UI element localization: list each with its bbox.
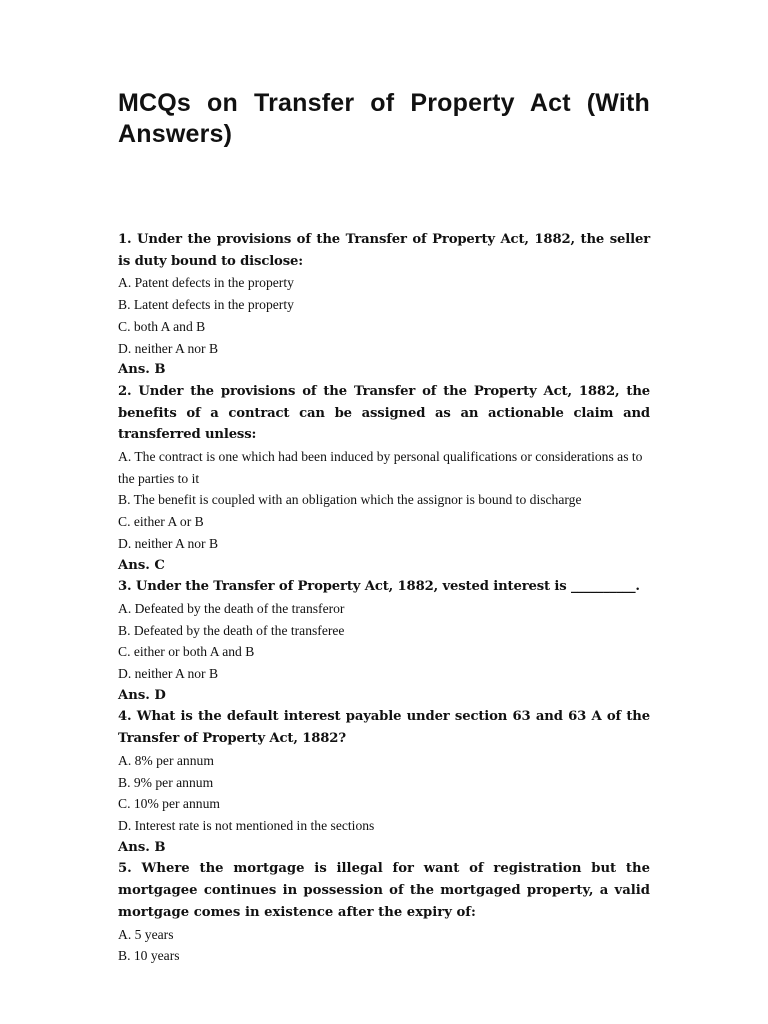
question-2 [118, 381, 650, 576]
option-b: B. Latent defects in the property [118, 297, 294, 313]
answer: Ans. B [118, 362, 166, 378]
question-list [118, 229, 650, 967]
option-c: C. both A and B [118, 318, 206, 334]
option-a: A. Defeated by the death of the transferor [118, 600, 345, 616]
question-text: 5. Where the mortgage is illegal for want of registration but the mortgagee continues in possession of the mortgaged property, a valid mortgage comes in existence after the expiry of: [118, 861, 650, 920]
option-b: B. 10 years [118, 948, 180, 964]
answer: Ans. C [118, 557, 165, 573]
question-text: 1. Under the provisions of the Transfer of Property Act, 1882, the seller is duty bound to disclose: [118, 232, 650, 269]
answer: Ans. B [118, 839, 166, 855]
document-page [118, 88, 650, 967]
question-text: 3. Under the Transfer of Property Act, 1882, vested interest is __________. [118, 579, 640, 595]
option-d: D. Interest rate is not mentioned in the sections [118, 817, 375, 833]
option-d: D. neither A nor B [118, 666, 219, 682]
option-a: A. 8% per annum [118, 752, 214, 768]
question-5 [118, 858, 650, 967]
option-b: B. The benefit is coupled with an obligation which the assignor is bound to discharge [118, 492, 582, 508]
question-1 [118, 229, 650, 381]
option-b: B. 9% per annum [118, 774, 214, 790]
question-3 [118, 576, 650, 706]
answer: Ans. D [118, 687, 166, 703]
page-title: MCQs on Transfer of Property Act (With Answers) [118, 89, 650, 148]
option-c: C. 10% per annum [118, 796, 220, 812]
option-c: C. either A or B [118, 514, 204, 530]
question-4 [118, 706, 650, 858]
option-b: B. Defeated by the death of the transferee [118, 622, 345, 638]
question-text: 2. Under the provisions of the Transfer of the Property Act, 1882, the benefits of a contract can be assigned as an actionable claim and transferred unless: [118, 383, 650, 443]
option-d: D. neither A nor B [118, 340, 219, 356]
question-text: 4. What is the default interest payable under section 63 and 63 A of the Transfer of Property Act, 1882? [118, 709, 650, 747]
option-a: A. 5 years [118, 926, 174, 942]
option-c: C. either or both A and B [118, 644, 255, 660]
option-d: D. neither A nor B [118, 535, 219, 551]
option-a: A. The contract is one which had been induced by personal qualifications or considerations as to the parties to it [118, 449, 643, 486]
option-a: A. Patent defects in the property [118, 275, 294, 291]
